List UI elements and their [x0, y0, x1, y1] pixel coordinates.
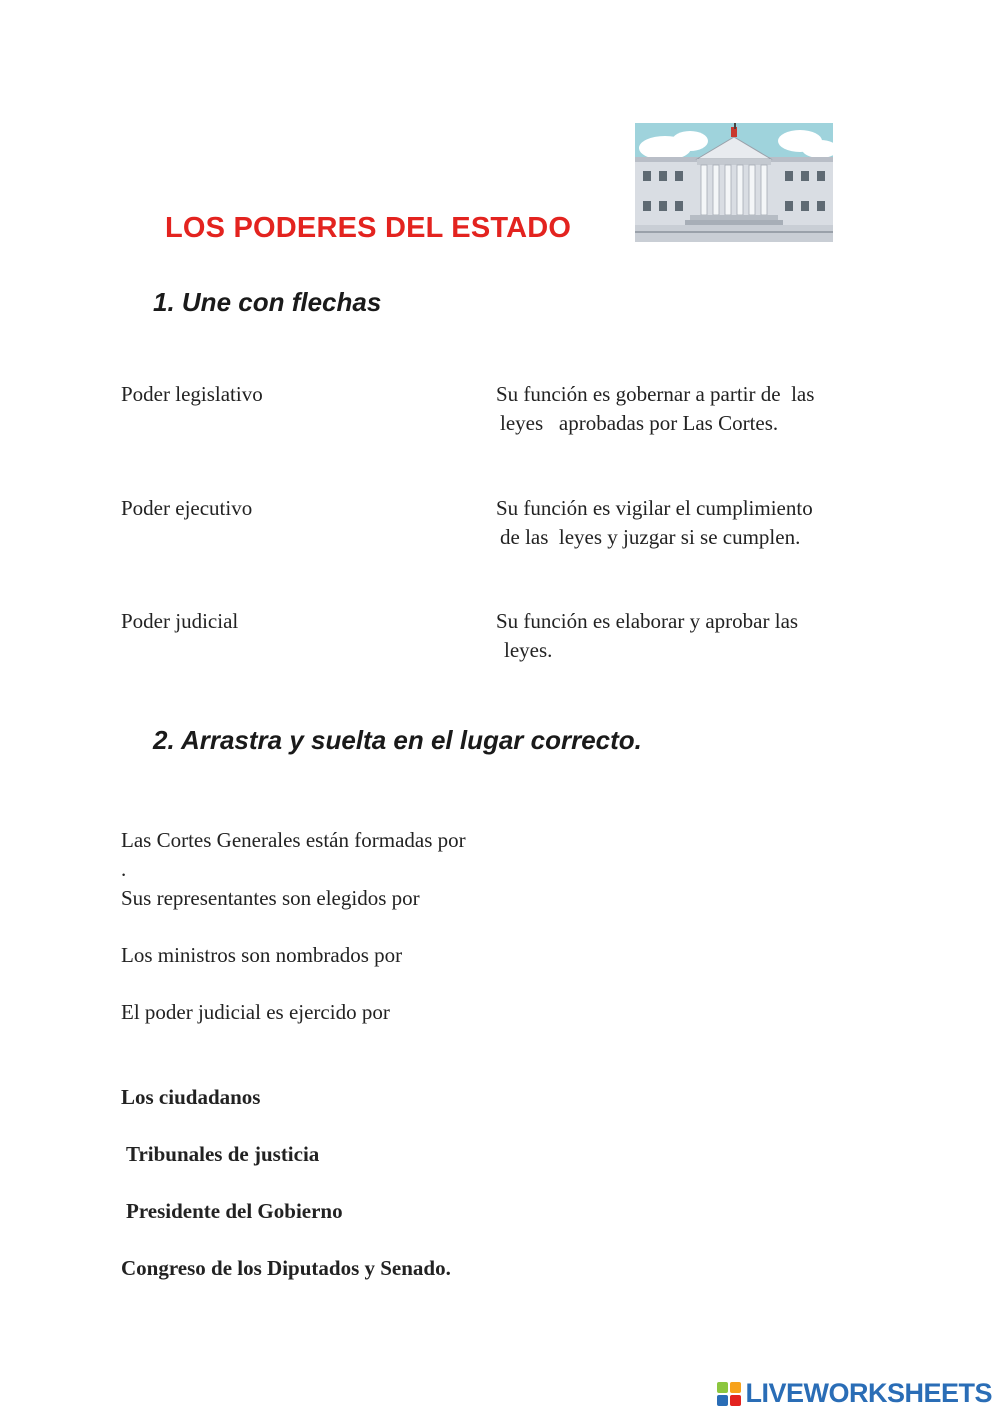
right-item-2[interactable] — [496, 494, 813, 552]
sentence-dot: . — [121, 857, 127, 881]
right-item-3-line1: Su función es elaborar y aprobar las — [496, 609, 799, 633]
drag-option-presidente[interactable]: Presidente del Gobierno — [126, 1199, 343, 1223]
logo-text: LIVEWORKSHEETS — [745, 1378, 992, 1408]
right-item-1-line2: leyes aprobadas por Las Cortes. — [500, 411, 779, 435]
sentence-judicial: El poder judicial es ejercido por — [121, 1000, 390, 1024]
left-item-ejecutivo[interactable]: Poder ejecutivo — [121, 496, 253, 520]
drag-option-ciudadanos[interactable]: Los ciudadanos — [121, 1085, 261, 1109]
liveworksheets-logo — [717, 1378, 992, 1409]
right-item-1-line1: Su función es gobernar a partir de las — [496, 382, 815, 406]
drag-option-congreso[interactable]: Congreso de los Diputados y Senado. — [121, 1256, 451, 1280]
sentence-ministros: Los ministros son nombrados por — [121, 943, 403, 967]
right-item-1[interactable] — [496, 380, 814, 438]
right-item-2-line2: de las leyes y juzgar si se cumplen. — [500, 525, 801, 549]
drag-option-tribunales[interactable]: Tribunales de justicia — [126, 1142, 320, 1166]
page-title: LOS PODERES DEL ESTADO — [165, 212, 572, 244]
parliament-building-icon — [635, 123, 833, 242]
right-item-3[interactable] — [496, 607, 798, 665]
liveworksheets-logo-icon — [717, 1382, 741, 1406]
right-item-2-line1: Su función es vigilar el cumplimiento — [496, 496, 813, 520]
sentence-representantes: Sus representantes son elegidos por — [121, 886, 420, 910]
right-item-3-line2: leyes. — [504, 638, 553, 662]
left-item-judicial[interactable]: Poder judicial — [121, 609, 239, 633]
left-item-legislativo[interactable]: Poder legislativo — [121, 382, 263, 406]
sentence-cortes: Las Cortes Generales están formadas por — [121, 828, 466, 852]
section-2-heading: 2. Arrastra y suelta en el lugar correcto. — [153, 725, 642, 755]
section-1-heading: 1. Une con flechas — [153, 287, 382, 317]
